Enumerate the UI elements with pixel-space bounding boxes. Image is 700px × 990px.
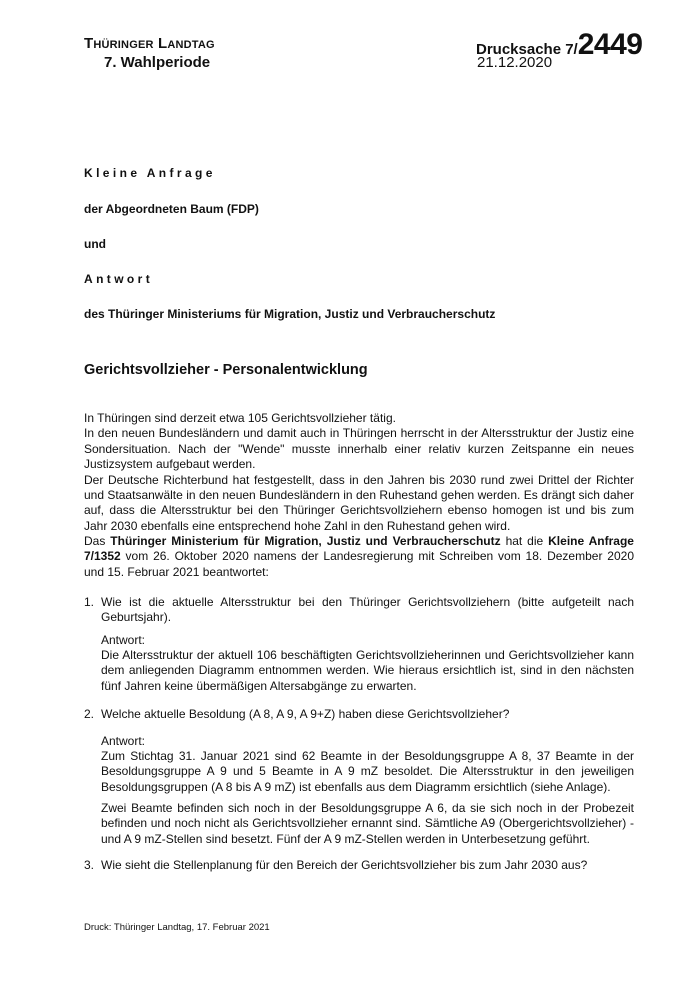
print-footer: Druck: Thüringer Landtag, 17. Februar 2021	[84, 922, 270, 933]
preamble-paragraph: In den neuen Bundesländern und damit auch in Thüringen herrscht in der Altersstruktur der Justiz eine Sondersituation. Nach der "Wende" musste innerhalb einer relativ kurzen Zeitspanne ein neues Justizsystem aufgebaut werden.	[84, 426, 634, 472]
answer-text: Zum Stichtag 31. Januar 2021 sind 62 Beamte in der Besoldungsgruppe A 8, 37 Beamte in der Besoldungsgruppe A 9 und 5 Beamte in A 9 mZ besoldet. Die Altersstruktur in den jeweiligen Besoldungsgruppen (A 8 bis A 9 mZ) ist ebenfalls aus dem Diagramm ersichtlich (siehe Anlage).	[101, 749, 634, 794]
antwort-heading: Antwort	[84, 272, 154, 286]
preamble-paragraph: In Thüringen sind derzeit etwa 105 Gerichtsvollzieher tätig.	[84, 411, 396, 425]
answer-text: Die Altersstruktur der aktuell 106 beschäftigten Gerichtsvollzieherinnen und Gerichtsvollzieher kann dem anliegenden Diagramm entnommen werden. Wie hieraus ersichtlich ist, sind in den nächsten fünf Jahren keine übermäßigen Altersabgänge zu erwarten.	[101, 648, 634, 693]
question-number: 2.	[84, 707, 95, 721]
drucksache-id: 2449	[577, 28, 643, 61]
answer-intro-middle: hat die	[500, 534, 549, 548]
answer-intro	[84, 534, 634, 580]
und-line: und	[84, 237, 106, 251]
question-text: Wie ist die aktuelle Altersstruktur bei den Thüringer Gerichtsvollziehern (bitte aufgeteilt nach Geburtsjahr).	[101, 595, 634, 625]
answer-intro-rest: vom 26. Oktober 2020 namens der Landesregierung mit Schreiben vom 18. Dezember 2020 und 15. Februar 2021 beantwortet:	[84, 549, 634, 579]
anfrage-reference: Kleine Anfrage 7/1352	[84, 534, 634, 564]
document-title: Gerichtsvollzieher - Personalentwicklung	[84, 362, 368, 378]
question-text: Welche aktuelle Besoldung (A 8, A 9, A 9+Z) haben diese Gerichtsvollzieher?	[101, 707, 510, 721]
question-number: 3.	[84, 858, 95, 872]
answer-label: Antwort:	[101, 633, 146, 647]
election-period: 7. Wahlperiode	[104, 54, 211, 71]
answer-label: Antwort:	[101, 734, 146, 748]
question-text: Wie sieht die Stellenplanung für den Bereich der Gerichtsvollzieher bis zum Jahr 2030 aus?	[101, 858, 588, 872]
preamble-paragraph: Der Deutsche Richterbund hat festgestellt, dass in den Jahren bis 2030 rund zwei Drittel der Richter und Staatsanwälte in den neuen Bundesländern in den Ruhestand gehen werden. Es drängt sich daher auf, dass die Altersstruktur bei den Thüringer Gerichtsvollziehern ebenso homogen ist und bis zum Jahr 2030 ebenfalls eine entsprechend hohe Zahl in den Ruhestand gehen wird.	[84, 472, 634, 533]
answer-text: Zwei Beamte befinden sich noch in der Besoldungsgruppe A 6, da sie sich noch in der Probezeit befinden und noch nicht als Gerichtsvollzieher ernannt sind. Sämtliche A9 (Obergerichtsvollzieher) - und A 9 mZ-Stellen sind besetzt. Fünf der A 9 mZ-Stellen werden in Unterbesetzung geführt.	[101, 801, 634, 846]
kleine-anfrage-heading: Kleine Anfrage	[84, 166, 216, 180]
preamble	[84, 411, 634, 534]
ministry-name: Thüringer Ministerium für Migration, Justiz und Verbraucherschutz	[110, 534, 501, 548]
abgeordnete-line: der Abgeordneten Baum (FDP)	[84, 202, 259, 216]
ministerium-line: des Thüringer Ministeriums für Migration, Justiz und Verbraucherschutz	[84, 307, 496, 321]
drucksache-label: Drucksache 7/	[476, 41, 578, 58]
institution-name: Thüringer Landtag	[84, 35, 215, 52]
question-number: 1.	[84, 595, 95, 609]
document-date: 21.12.2020	[477, 54, 553, 71]
answer-intro-prefix: Das	[84, 534, 111, 548]
